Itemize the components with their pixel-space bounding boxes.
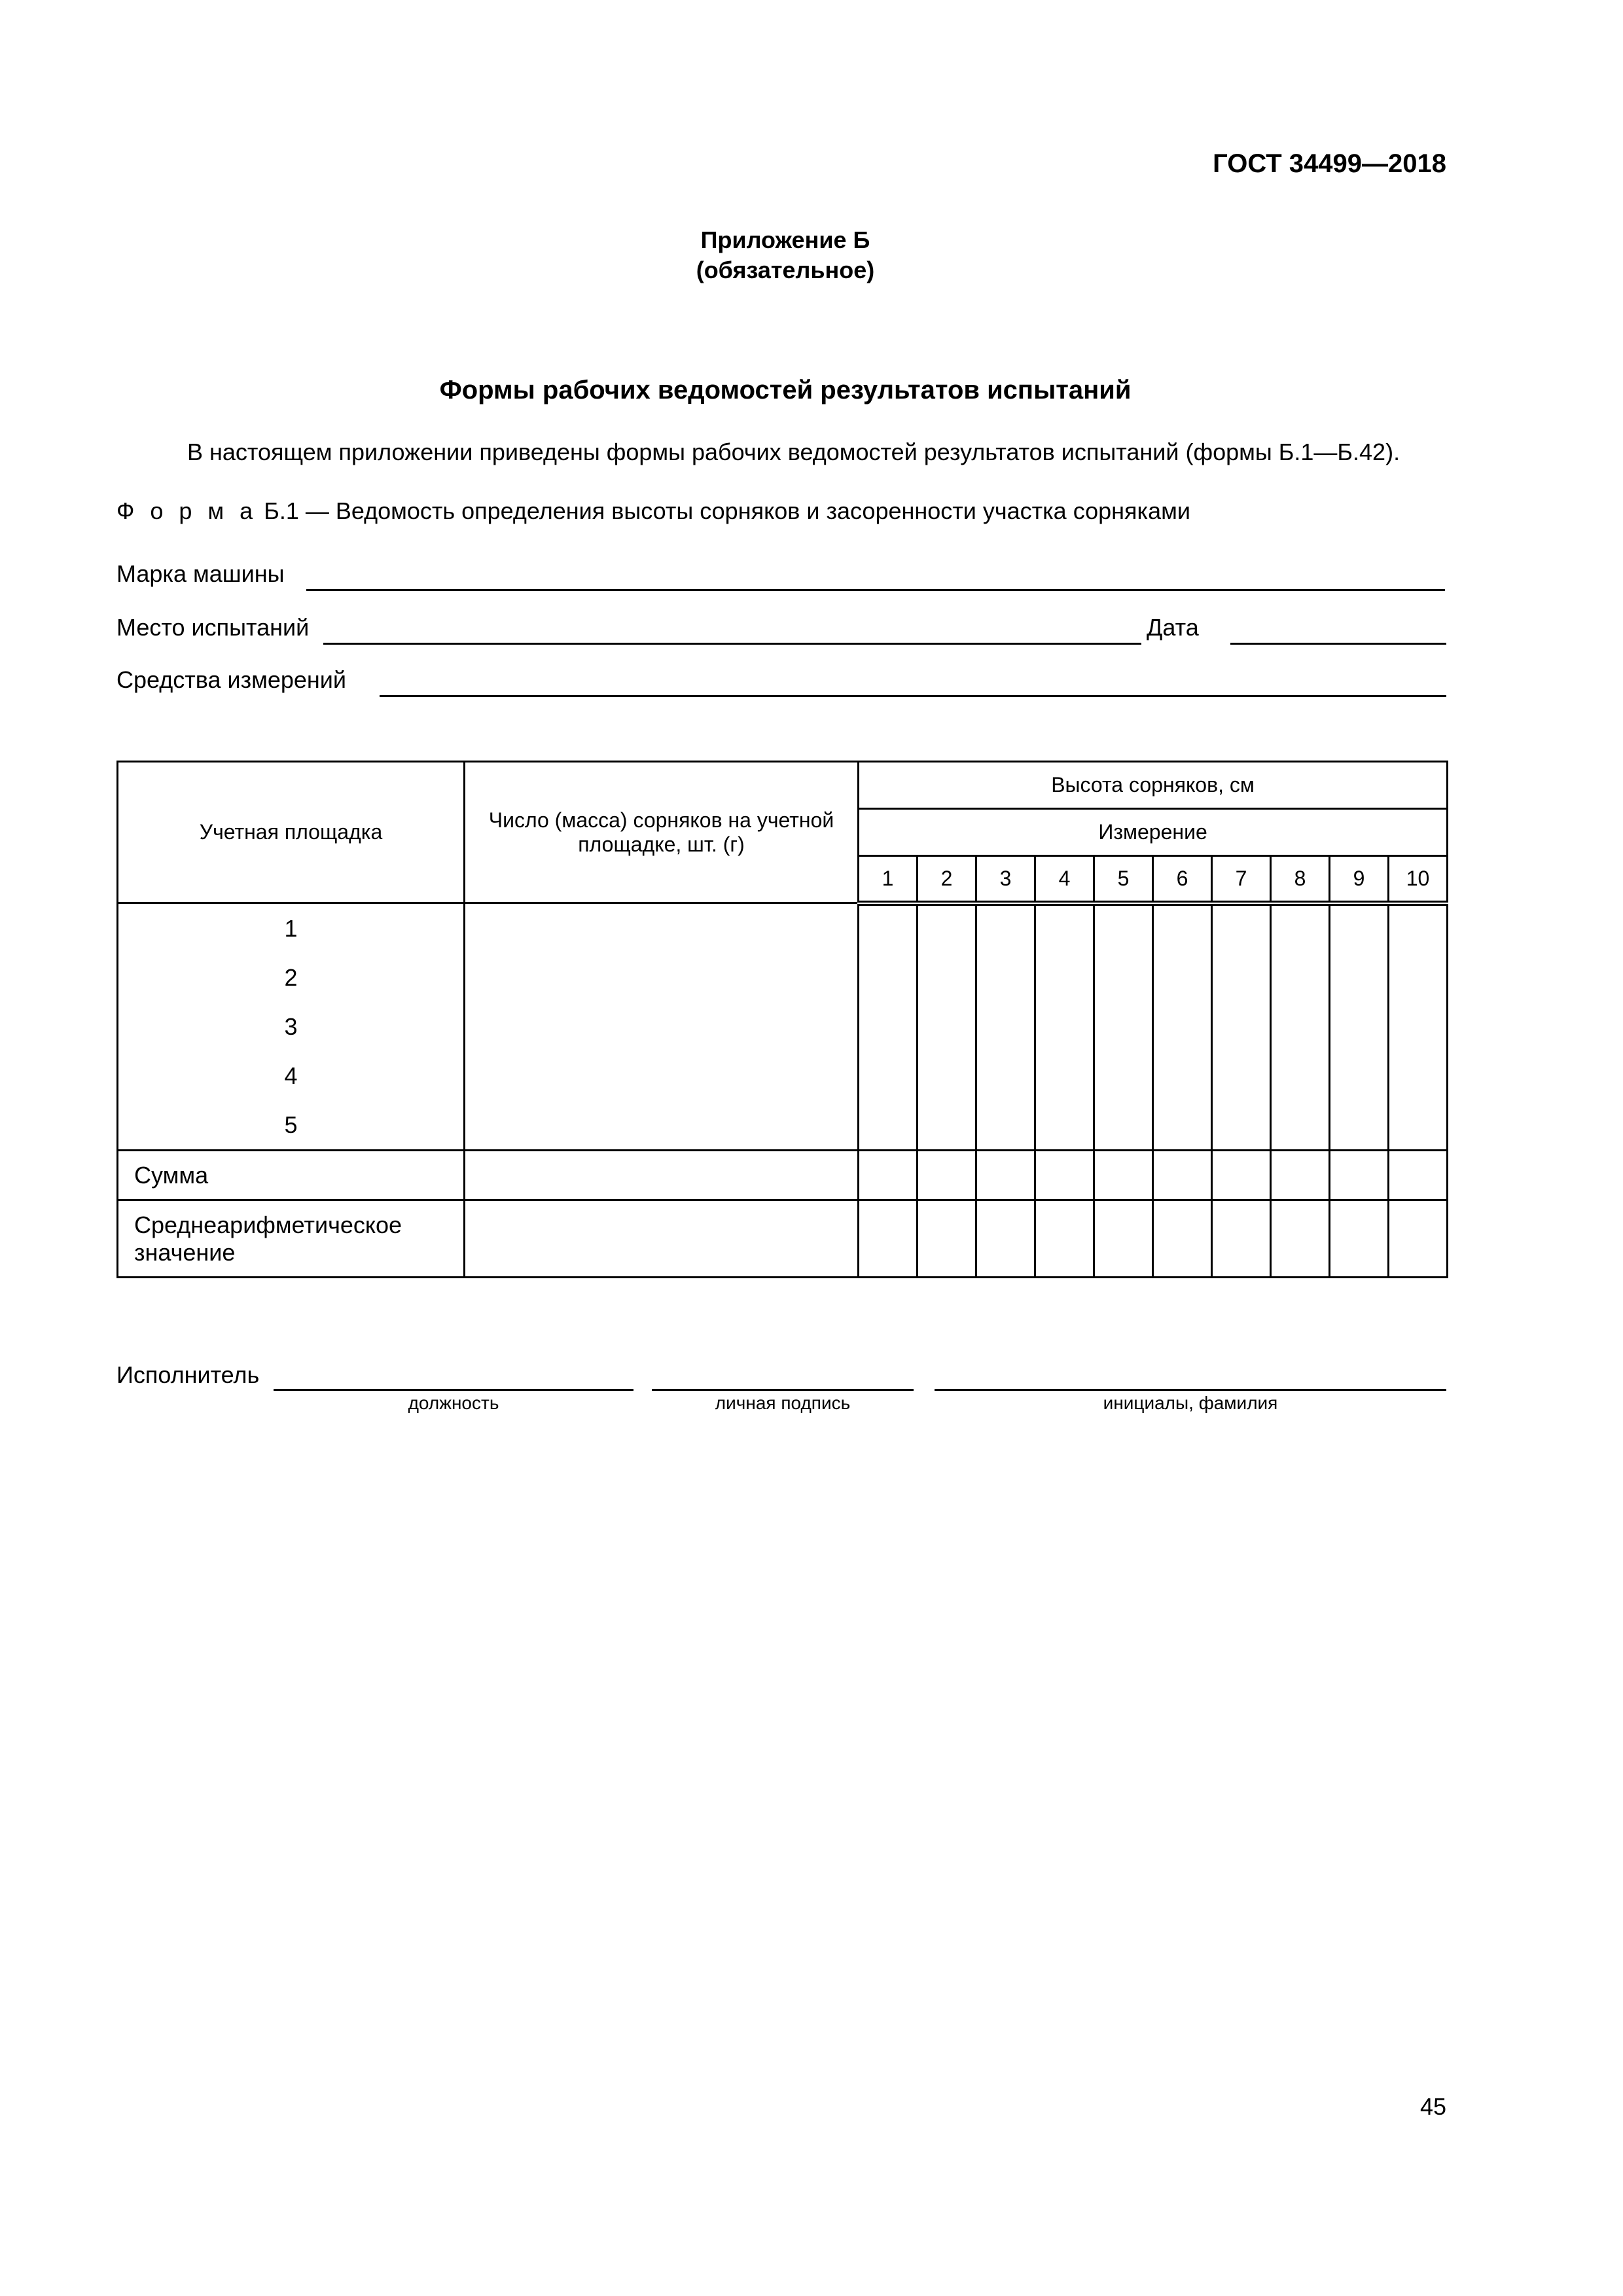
table-cell[interactable] [1271,903,1330,1151]
position-caption: должность [408,1393,499,1413]
measure-number: 6 [1153,856,1212,903]
table-cell[interactable] [976,1151,1035,1200]
table-cell[interactable] [1035,1151,1094,1200]
plot-number: 4 [284,1062,298,1089]
table-cell[interactable] [859,1200,918,1278]
table-cell[interactable] [1153,903,1212,1151]
name-caption: инициалы, фамилия [1103,1393,1278,1413]
sum-row-label: Сумма [118,1151,465,1200]
mean-row-label: Среднеарифметическое значение [118,1200,465,1278]
table-cell[interactable] [859,903,918,1151]
table-cell[interactable] [859,1151,918,1200]
date-field[interactable] [1230,643,1446,645]
measure-number: 9 [1330,856,1389,903]
table-cell[interactable] [1212,1200,1271,1278]
table-cell[interactable] [1389,1151,1448,1200]
table-cell[interactable] [1330,903,1389,1151]
signature-caption: личная подпись [715,1393,851,1413]
appendix-title: Приложение Б [700,226,870,253]
section-title: Формы рабочих ведомостей результатов испытаний [439,376,1132,404]
page-number: 45 [1419,2093,1446,2120]
table-cell[interactable] [1212,1151,1271,1200]
measure-number: 5 [1094,856,1153,903]
form-caption [116,497,1458,525]
table-cell[interactable] [1389,1200,1448,1278]
results-table [116,761,1448,1278]
table-cell[interactable] [1389,903,1448,1151]
table-cell[interactable] [1153,1200,1212,1278]
plot-number: 2 [284,964,298,991]
form-label: Ф о р м а [116,497,258,524]
appendix-status: (обязательное) [696,257,875,283]
table-cell[interactable] [976,903,1035,1151]
measure-number: 1 [859,856,918,903]
position-field[interactable] [274,1389,633,1391]
table-cell[interactable] [465,903,859,1151]
table-cell[interactable] [1212,903,1271,1151]
table-cell[interactable] [918,903,976,1151]
standard-number: ГОСТ 34499—2018 [1213,149,1446,178]
measure-number: 8 [1271,856,1330,903]
table-cell[interactable] [1035,903,1094,1151]
col-count-header: Число (масса) сорняков на учетной площадке, шт. (г) [465,762,859,903]
table-cell[interactable] [1094,1151,1153,1200]
plot-number: 5 [284,1111,298,1138]
table-cell[interactable] [976,1200,1035,1278]
executor-label: Исполнитель [116,1361,260,1388]
table-cell[interactable] [1094,1200,1153,1278]
signature-field[interactable] [652,1389,914,1391]
table-cell[interactable] [1330,1200,1389,1278]
col-measure-header: Измерение [859,809,1448,856]
form-title: Б.1 — Ведомость определения высоты сорняков и засоренности участка сорняками [257,497,1190,524]
table-cell[interactable] [918,1151,976,1200]
measure-number: 4 [1035,856,1094,903]
plot-number: 1 [284,915,298,942]
table-cell[interactable] [465,1151,859,1200]
place-label: Место испытаний [116,614,310,641]
name-field[interactable] [935,1389,1446,1391]
machine-label: Марка машины [116,560,285,587]
table-cell[interactable] [1330,1151,1389,1200]
machine-field[interactable] [306,589,1445,591]
col-height-header: Высота сорняков, см [859,762,1448,809]
measure-number: 10 [1389,856,1448,903]
table-cell[interactable] [1271,1151,1330,1200]
instruments-field[interactable] [380,695,1446,697]
measure-number: 2 [918,856,976,903]
table-cell[interactable] [1035,1200,1094,1278]
table-row [118,1151,1448,1200]
table-cell[interactable] [1153,1151,1212,1200]
table-row [118,1200,1448,1278]
table-cell[interactable] [1271,1200,1330,1278]
table-row [118,903,1448,1151]
intro-paragraph: В настоящем приложении приведены формы рабочих ведомостей результатов испытаний (формы Б.1—Б.42). [187,439,1400,465]
place-field[interactable] [323,643,1141,645]
plot-number: 3 [284,1013,298,1040]
table-cell[interactable] [1094,903,1153,1151]
col-plot-header: Учетная площадка [118,762,465,903]
table-cell[interactable] [465,1200,859,1278]
measure-number: 3 [976,856,1035,903]
instruments-label: Средства измерений [116,666,347,693]
date-label: Дата [1147,614,1199,641]
measure-number: 7 [1212,856,1271,903]
plot-list [118,903,465,1151]
table-cell[interactable] [918,1200,976,1278]
